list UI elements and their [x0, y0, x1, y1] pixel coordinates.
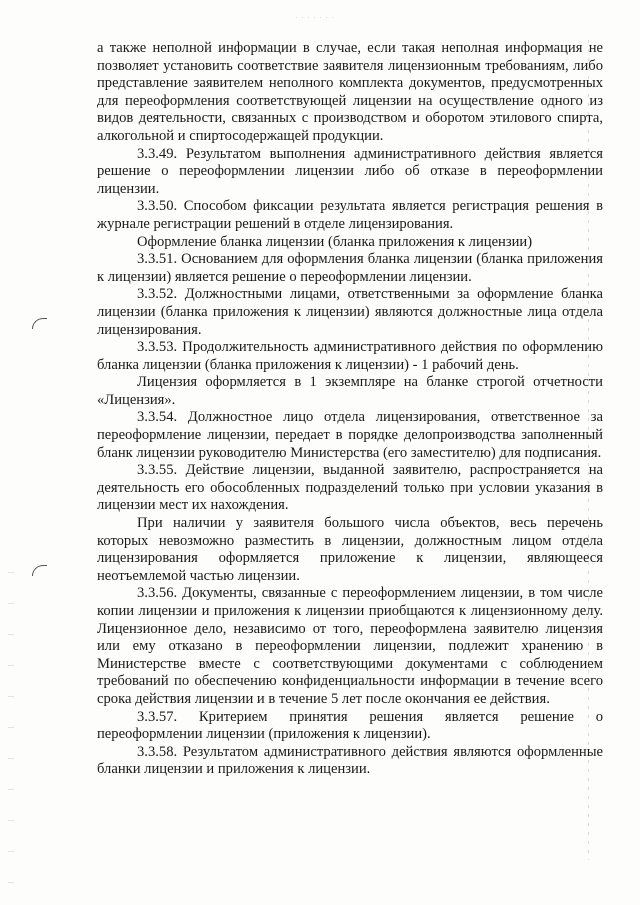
paragraph: 3.3.53. Продолжительность административного действия по оформлению бланка лицензии (бланка приложения к лицензии) - 1 рабочий день.: [97, 339, 603, 373]
paragraph: 3.3.50. Способом фиксации результата является регистрация решения в журнале регистрации решений в отделе лицензирования.: [97, 198, 603, 232]
paragraph: 3.3.56. Документы, связанные с переоформлением лицензии, в том числе копии лицензии и приложения к лицензии приобщаются к лицензионному делу. Лицензионное дело, независимо от того, переоформлена заявителю лицензия или ему отказано в переоформлении лицензии, подлежит хранению в Министерстве вместе с соответствующими документами с соблюдением требований по обеспечению конфиденциальности информации в течение всего срока действия лицензии и в течение 5 лет после окончания ее действия.: [97, 585, 603, 707]
paragraph: 3.3.51. Основанием для оформления бланка лицензии (бланка приложения к лицензии) является решение о переоформлении лицензии.: [97, 251, 603, 285]
paragraph: а также неполной информации в случае, если такая неполная информация не позволяет установить соответствие заявителя лицензионным требованиям, либо представление заявителем неполного комплекта документов, предусмотренных для переоформления соответствующей лицензии на осуществление одного из видов деятельности, связанных с производством и оборотом этилового спирта, алкогольной и спиртосодержащей продукции.: [97, 40, 603, 144]
paragraph: 3.3.54. Должностное лицо отдела лицензирования, ответственное за переоформление лицензии, передает в порядке делопроизводства заполненный бланк лицензии руководителю Министерства (его заместителю) для подписания.: [97, 409, 603, 461]
paragraph: 3.3.55. Действие лицензии, выданной заявителю, распространяется на деятельность его обособленных подразделений только при условии указания в лицензии мест их нахождения.: [97, 462, 603, 514]
paragraph: 3.3.58. Результатом административного действия являются оформленные бланки лицензии и приложения к лицензии.: [97, 743, 603, 778]
document-body: [97, 40, 603, 779]
paragraph: Лицензия оформляется в 1 экземпляре на бланке строгой отчетности «Лицензия».: [97, 374, 603, 408]
punch-hole-mark: [32, 565, 47, 576]
paragraph: 3.3.49. Результатом выполнения административного действия является решение о переоформлении лицензии либо об отказе в переоформлении лицензии.: [97, 145, 603, 197]
paragraph: 3.3.52. Должностными лицами, ответственными за оформление бланка лицензии (бланка приложения к лицензии) являются должностные лица отдела лицензирования.: [97, 286, 603, 338]
paragraph: 3.3.57. Критерием принятия решения является решение о переоформлении лицензии (приложения к лицензии).: [97, 708, 603, 743]
section-heading: Оформление бланка лицензии (бланка приложения к лицензии): [137, 233, 533, 250]
paragraph: При наличии у заявителя большого числа объектов, весь перечень которых невозможно разместить в лицензии, должностным лицом отдела лицензирования оформляется приложение к лицензии, являющееся неотъемлемой частью лицензии.: [97, 515, 603, 584]
punch-hole-mark: [32, 318, 47, 329]
scan-margin-noise: [8, 560, 14, 890]
header-mark: · · · · · · ·: [295, 14, 335, 22]
